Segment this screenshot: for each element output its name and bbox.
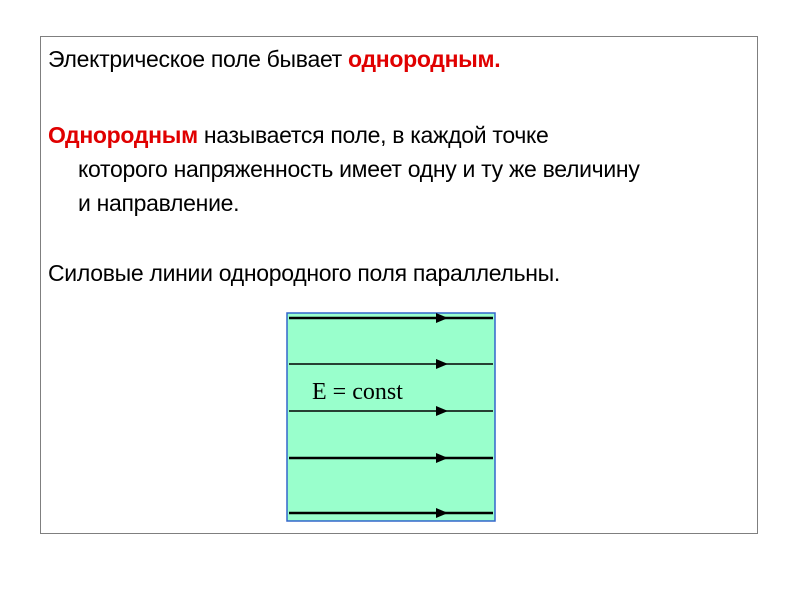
intro-paragraph: [48, 42, 500, 76]
definition-line-2: которого напряженность имеет одну и ту же величину: [78, 156, 640, 182]
definition-line-1-rest: называется поле, в каждой точке: [197, 122, 549, 148]
field-lines-svg: [286, 312, 496, 522]
uniform-field-diagram: [286, 312, 496, 522]
field-lines-paragraph: Силовые линии однородного поля параллельны.: [48, 260, 561, 286]
intro-text: Электрическое поле бывает: [48, 46, 348, 72]
definition-line-3: и направление.: [78, 190, 240, 216]
definition-paragraph: [48, 118, 640, 220]
intro-highlight: однородным.: [348, 46, 501, 72]
definition-line-1: [48, 122, 549, 148]
definition-term: Однородным: [48, 122, 198, 148]
field-equation: E = const: [312, 379, 403, 405]
field-region: [287, 313, 495, 521]
